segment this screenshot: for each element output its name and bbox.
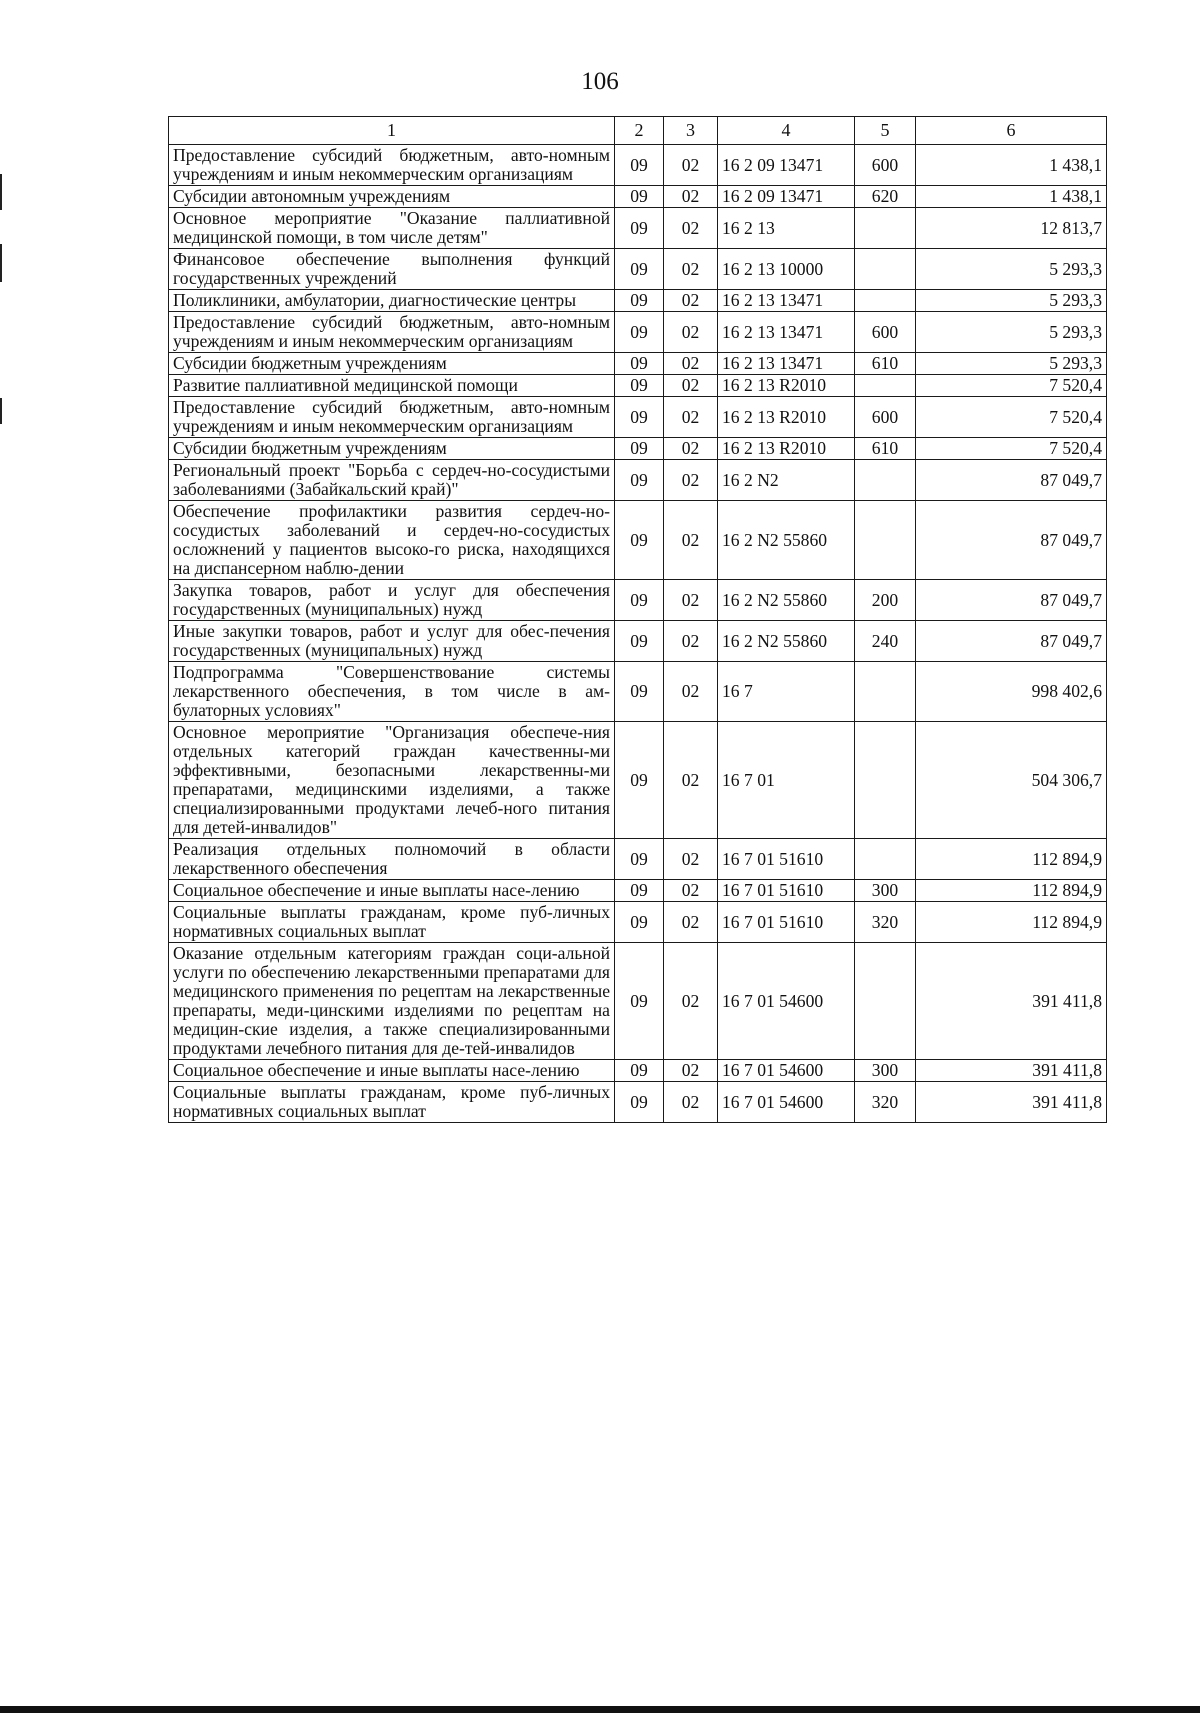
section-code-cell: 09 [615,501,664,580]
subsection-code-cell: 02 [664,662,718,722]
expense-type-cell: 620 [855,186,916,208]
section-code-cell: 09 [615,460,664,501]
item-name-cell: Иные закупки товаров, работ и услуг для обес-печения государственных (муниципальных) нужд [169,621,615,662]
item-name-cell: Субсидии бюджетным учреждениям [169,353,615,375]
target-article-cell: 16 2 09 13471 [718,186,855,208]
expense-type-cell: 200 [855,580,916,621]
subsection-code-cell: 02 [664,839,718,880]
target-article-cell: 16 2 13 [718,208,855,249]
target-article-cell: 16 7 01 51610 [718,839,855,880]
item-name-cell: Развитие паллиативной медицинской помощи [169,375,615,397]
expense-type-cell: 300 [855,1060,916,1082]
page-number: 106 [581,68,619,95]
section-code-cell: 09 [615,353,664,375]
section-code-cell: 09 [615,722,664,839]
subsection-code-cell: 02 [664,1060,718,1082]
item-name-cell: Предоставление субсидий бюджетным, авто-номным учреждениям и иным некоммерческим организациям [169,312,615,353]
expense-type-cell [855,375,916,397]
target-article-cell: 16 7 01 54600 [718,1060,855,1082]
expense-type-cell: 600 [855,397,916,438]
target-article-cell: 16 2 13 13471 [718,353,855,375]
expense-type-cell [855,839,916,880]
subsection-code-cell: 02 [664,312,718,353]
subsection-code-cell: 02 [664,722,718,839]
section-code-cell: 09 [615,943,664,1060]
section-code-cell: 09 [615,186,664,208]
subsection-code-cell: 02 [664,902,718,943]
table-row [169,943,1107,1060]
target-article-cell: 16 2 N2 55860 [718,501,855,580]
target-article-cell: 16 7 01 54600 [718,943,855,1060]
expense-type-cell: 240 [855,621,916,662]
amount-cell: 1 438,1 [916,186,1107,208]
item-name-cell: Подпрограмма "Совершенствование системы лекарственного обеспечения, в том числе в ам-булаторных условиях" [169,662,615,722]
amount-cell: 5 293,3 [916,249,1107,290]
section-code-cell: 09 [615,397,664,438]
table-row [169,460,1107,501]
table-row [169,839,1107,880]
table-row [169,438,1107,460]
expense-type-cell: 600 [855,145,916,186]
subsection-code-cell: 02 [664,186,718,208]
target-article-cell: 16 2 N2 55860 [718,580,855,621]
section-code-cell: 09 [615,1082,664,1123]
subsection-code-cell: 02 [664,501,718,580]
scan-edge-mark [0,398,2,424]
section-code-cell: 09 [615,880,664,902]
amount-cell: 112 894,9 [916,880,1107,902]
table-row [169,312,1107,353]
section-code-cell: 09 [615,580,664,621]
scan-edge-mark [0,174,2,210]
target-article-cell: 16 7 01 [718,722,855,839]
expense-type-cell: 610 [855,438,916,460]
amount-cell: 87 049,7 [916,501,1107,580]
item-name-cell: Реализация отдельных полномочий в области лекарственного обеспечения [169,839,615,880]
target-article-cell: 16 2 13 13471 [718,312,855,353]
target-article-cell: 16 2 13 R2010 [718,438,855,460]
subsection-code-cell: 02 [664,880,718,902]
column-header: 5 [855,117,916,145]
target-article-cell: 16 7 01 51610 [718,902,855,943]
subsection-code-cell: 02 [664,1082,718,1123]
amount-cell: 7 520,4 [916,375,1107,397]
column-header: 1 [169,117,615,145]
target-article-cell: 16 2 13 R2010 [718,397,855,438]
expense-type-cell: 320 [855,902,916,943]
amount-cell: 87 049,7 [916,460,1107,501]
section-code-cell: 09 [615,1060,664,1082]
item-name-cell: Региональный проект "Борьба с сердеч-но-сосудистыми заболеваниями (Забайкальский край)" [169,460,615,501]
section-code-cell: 09 [615,375,664,397]
subsection-code-cell: 02 [664,353,718,375]
expense-type-cell [855,460,916,501]
target-article-cell: 16 2 13 13471 [718,290,855,312]
item-name-cell: Основное мероприятие "Организация обеспече-ния отдельных категорий граждан качественны-ми эффективными, безопасными лекарственны-ми препаратами, медицинскими изделиями, а также специализированными продуктами лечеб-ного питания для детей-инвалидов" [169,722,615,839]
item-name-cell: Субсидии автономным учреждениям [169,186,615,208]
amount-cell: 504 306,7 [916,722,1107,839]
item-name-cell: Закупка товаров, работ и услуг для обеспечения государственных (муниципальных) нужд [169,580,615,621]
item-name-cell: Основное мероприятие "Оказание паллиативной медицинской помощи, в том числе детям" [169,208,615,249]
subsection-code-cell: 02 [664,460,718,501]
expense-type-cell [855,249,916,290]
section-code-cell: 09 [615,290,664,312]
item-name-cell: Финансовое обеспечение выполнения функций государственных учреждений [169,249,615,290]
target-article-cell: 16 7 01 51610 [718,880,855,902]
amount-cell: 7 520,4 [916,438,1107,460]
item-name-cell: Предоставление субсидий бюджетным, авто-номным учреждениям и иным некоммерческим организациям [169,145,615,186]
amount-cell: 87 049,7 [916,621,1107,662]
section-code-cell: 09 [615,312,664,353]
table-row [169,580,1107,621]
section-code-cell: 09 [615,662,664,722]
target-article-cell: 16 7 [718,662,855,722]
target-article-cell: 16 2 13 R2010 [718,375,855,397]
table-row [169,902,1107,943]
expense-type-cell [855,208,916,249]
expense-type-cell [855,290,916,312]
subsection-code-cell: 02 [664,397,718,438]
table-row [169,353,1107,375]
item-name-cell: Социальные выплаты гражданам, кроме пуб-личных нормативных социальных выплат [169,902,615,943]
subsection-code-cell: 02 [664,208,718,249]
subsection-code-cell: 02 [664,249,718,290]
item-name-cell: Социальное обеспечение и иные выплаты насе-лению [169,1060,615,1082]
subsection-code-cell: 02 [664,375,718,397]
expense-type-cell [855,501,916,580]
scan-edge-bottom [0,1706,1200,1713]
item-name-cell: Субсидии бюджетным учреждениям [169,438,615,460]
table-row [169,880,1107,902]
amount-cell: 391 411,8 [916,1082,1107,1123]
expense-type-cell [855,722,916,839]
item-name-cell: Обеспечение профилактики развития сердеч-но-сосудистых заболеваний и сердеч-но-сосудистых осложнений у пациентов высоко-го риска, находящихся на диспансерном наблю-дении [169,501,615,580]
target-article-cell: 16 7 01 54600 [718,1082,855,1123]
column-header: 3 [664,117,718,145]
amount-cell: 112 894,9 [916,902,1107,943]
section-code-cell: 09 [615,145,664,186]
subsection-code-cell: 02 [664,621,718,662]
amount-cell: 12 813,7 [916,208,1107,249]
table-row [169,621,1107,662]
section-code-cell: 09 [615,249,664,290]
table-row [169,1082,1107,1123]
target-article-cell: 16 2 09 13471 [718,145,855,186]
amount-cell: 112 894,9 [916,839,1107,880]
subsection-code-cell: 02 [664,145,718,186]
expense-type-cell: 300 [855,880,916,902]
target-article-cell: 16 2 N2 [718,460,855,501]
expense-type-cell: 320 [855,1082,916,1123]
amount-cell: 391 411,8 [916,943,1107,1060]
column-header: 2 [615,117,664,145]
table-row [169,208,1107,249]
table-row [169,722,1107,839]
amount-cell: 5 293,3 [916,290,1107,312]
table-row [169,662,1107,722]
table-row [169,501,1107,580]
table-row [169,375,1107,397]
item-name-cell: Социальные выплаты гражданам, кроме пуб-личных нормативных социальных выплат [169,1082,615,1123]
scan-edge-mark [0,244,2,282]
target-article-cell: 16 2 N2 55860 [718,621,855,662]
amount-cell: 5 293,3 [916,312,1107,353]
section-code-cell: 09 [615,839,664,880]
section-code-cell: 09 [615,208,664,249]
expense-type-cell: 610 [855,353,916,375]
amount-cell: 998 402,6 [916,662,1107,722]
subsection-code-cell: 02 [664,943,718,1060]
expense-type-cell: 600 [855,312,916,353]
table-row [169,290,1107,312]
table-row [169,145,1107,186]
subsection-code-cell: 02 [664,290,718,312]
item-name-cell: Предоставление субсидий бюджетным, авто-номным учреждениям и иным некоммерческим организациям [169,397,615,438]
expense-type-cell [855,943,916,1060]
column-header: 6 [916,117,1107,145]
item-name-cell: Оказание отдельным категориям граждан соци-альной услуги по обеспечению лекарственными препаратами для медицинского применения по рецептам на лекарственные препараты, меди-цинскими изделиями по рецептам на медицин-ские изделия, а также специализированными продуктами лечебного питания для де-тей-инвалидов [169,943,615,1060]
table-header-row [169,117,1107,145]
subsection-code-cell: 02 [664,438,718,460]
section-code-cell: 09 [615,621,664,662]
column-header: 4 [718,117,855,145]
table-row [169,1060,1107,1082]
amount-cell: 1 438,1 [916,145,1107,186]
budget-table [168,116,1107,1123]
section-code-cell: 09 [615,902,664,943]
amount-cell: 5 293,3 [916,353,1107,375]
expense-type-cell [855,662,916,722]
amount-cell: 7 520,4 [916,397,1107,438]
table-row [169,249,1107,290]
table-row [169,397,1107,438]
amount-cell: 87 049,7 [916,580,1107,621]
target-article-cell: 16 2 13 10000 [718,249,855,290]
amount-cell: 391 411,8 [916,1060,1107,1082]
item-name-cell: Поликлиники, амбулатории, диагностические центры [169,290,615,312]
subsection-code-cell: 02 [664,580,718,621]
item-name-cell: Социальное обеспечение и иные выплаты насе-лению [169,880,615,902]
section-code-cell: 09 [615,438,664,460]
table-row [169,186,1107,208]
